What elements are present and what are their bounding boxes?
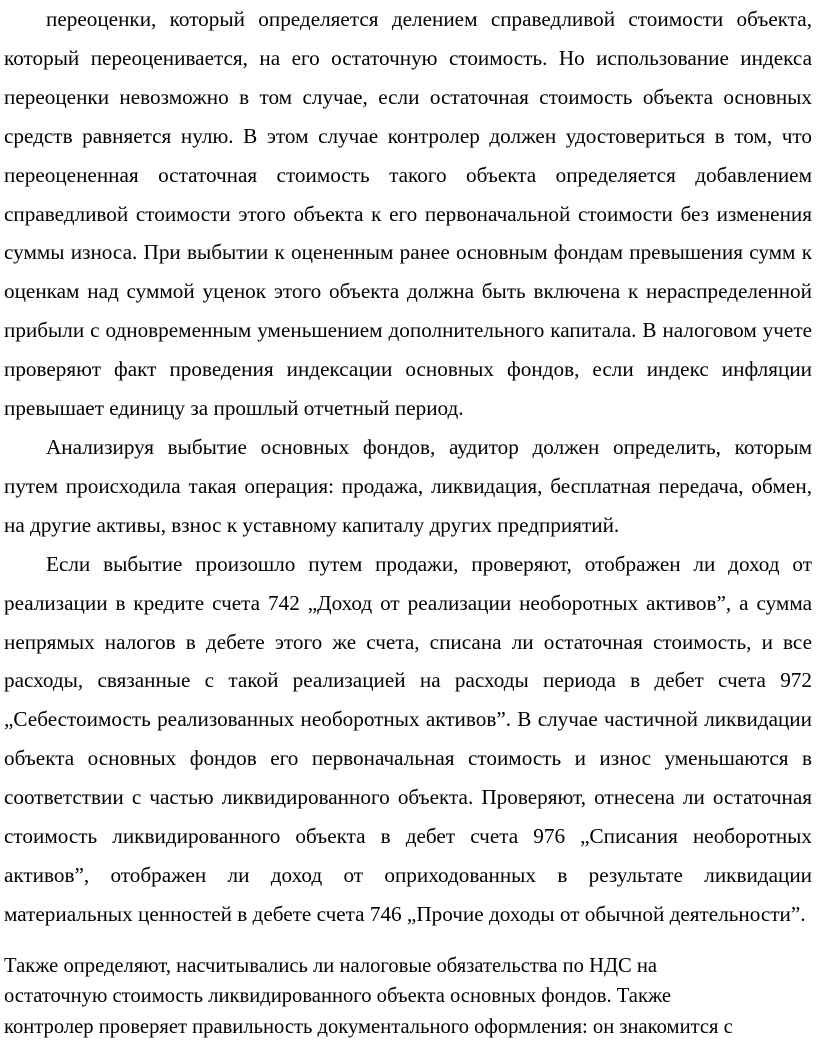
paragraph-sale-liquidation: Если выбытие произошло путем продажи, проверяют, отображен ли доход от реализации в кредите счета 742 „Доход от реализации необоротных активов”, а сумма непрямых налогов в дебете этого же счета, списана ли остаточная стоимость, и все расходы, связанные с такой реализацией на расходы периода в дебет счета 972 „Себестоимость реализованных необоротных активов”. В случае частичной ликвидации объекта основных фондов его первоначальная стоимость и износ уменьшаются в соответствии с частью ликвидированного объекта. Проверяют, отнесена ли остаточная стоимость ликвидированного объекта в дебет счета 976 „Списания необоротных активов”, отображен ли доход от оприходованных в результате ликвидации материальных ценностей в дебете счета 746 „Прочие доходы от обычной деятельности”. <box>4 551 812 926</box>
paragraph-disposal-analysis: Анализируя выбытие основных фондов, аудитор должен определить, которым путем происходила такая операция: продажа, ликвидация, бесплатная передача, обмен, на другие активы, взнос к уставному капиталу других предприятий. <box>4 434 812 537</box>
text-line: Также определяют, насчитывались ли налоговые обязательства по НДС на <box>4 955 658 977</box>
paragraph-revaluation: переоценки, который определяется делением справедливой стоимости объекта, который переоценивается, на его остаточную стоимость. Но использование индекса переоценки невозможно в том случае, если остаточная стоимость объекта основных средств равняется нулю. В этом случае контролер должен удостовериться в том, что переоцененная остаточная стоимость такого объекта определяется добавлением справедливой стоимости этого объекта к его первоначальной стоимости без изменения суммы износа. При выбытии к оцененным ранее основным фондам превышения сумм к оценкам над суммой уценок этого объекта должна быть включена к нераспределенной прибыли с одновременным уменьшением дополнительного капитала. В налоговом учете проверяют факт проведения индексации основных фондов, если индекс инфляции превышает единицу за прошлый отчетный период. <box>4 7 812 421</box>
document-body <box>4 0 812 934</box>
text-line: остаточную стоимость ликвидированного объекта основных фондов. Также <box>4 985 672 1008</box>
trailing-text <box>4 951 804 1042</box>
text-line: контролер проверяет правильность документального оформления: он знакомится с <box>4 1015 733 1038</box>
